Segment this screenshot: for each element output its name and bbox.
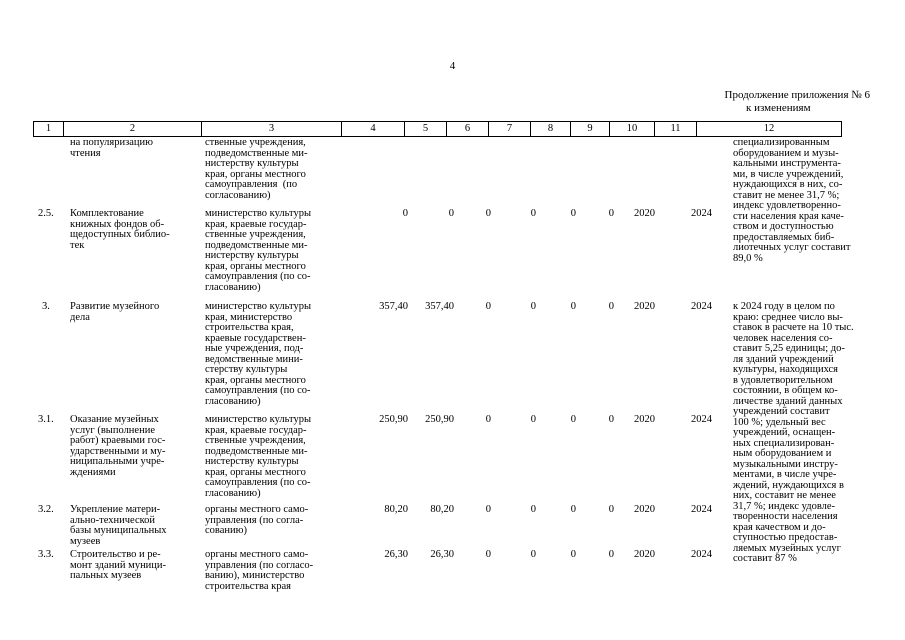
row-start-year: 2020 [634, 301, 655, 312]
row-executor: министерство культуры края, министерство строительства края, краевые государствен- ные учреждения, под- ведомственные мини- стерству культуры края, органы местного самоуправления (по со- гласованию) [205, 301, 312, 407]
row-executor: органы местного само- управления (по согласо- ванию), министерство строительства края [205, 549, 314, 592]
row-value-col4: 80,20 [384, 504, 408, 515]
row-value-col8: 0 [570, 414, 576, 425]
header-col-6: 6 [447, 122, 489, 137]
row-value-col9: 0 [608, 504, 614, 515]
row-value-col9: 0 [608, 414, 614, 425]
row-start-year: 2020 [634, 208, 655, 219]
header-col-7: 7 [489, 122, 531, 137]
row-value-col7: 0 [530, 301, 536, 312]
row-value-col6: 0 [485, 549, 491, 560]
row-name: Комплектование книжных фондов об- щедоступных библио- тек [70, 208, 170, 251]
header-col-2: 2 [64, 122, 202, 137]
header-col-3: 3 [202, 122, 342, 137]
fragment-result: специализированным оборудованием и музы- кальными инструмента- ми, в числе учреждений, нуждающихся в них, со- ставит не менее 31,7 %; [733, 137, 844, 201]
header-col-8: 8 [531, 122, 571, 137]
header-col-11: 11 [655, 122, 697, 137]
row-value-col6: 0 [485, 301, 491, 312]
header-col-9: 9 [571, 122, 610, 137]
row-end-year: 2024 [691, 301, 712, 312]
page-number: 4 [449, 60, 456, 72]
row-value-col9: 0 [608, 208, 614, 219]
row-number: 2.5. [38, 208, 54, 219]
row-value-col9: 0 [608, 301, 614, 312]
row-start-year: 2020 [634, 549, 655, 560]
row-start-year: 2020 [634, 414, 655, 425]
row-value-col4: 250,90 [379, 414, 408, 425]
header-col-10: 10 [610, 122, 655, 137]
row-end-year: 2024 [691, 208, 712, 219]
row-value-col5: 357,40 [425, 301, 454, 312]
continuation-line-2: к изменениям [746, 102, 811, 114]
header-col-4: 4 [342, 122, 405, 137]
header-row [34, 122, 842, 137]
row-value-col5: 250,90 [425, 414, 454, 425]
row-number: 3.3. [38, 549, 54, 560]
row-value-col6: 0 [485, 504, 491, 515]
row-name: Строительство и ре- монт зданий муници- пальных музеев [70, 549, 167, 581]
row-name: Оказание музейных услуг (выполнение работ) краевыми гос- ударственными и му- ниципальными учре- ждениями [70, 414, 166, 478]
row-value-col5: 0 [448, 208, 454, 219]
continuation-line-1: Продолжение приложения № 6 [724, 89, 870, 101]
row-value-col5: 26,30 [430, 549, 454, 560]
row-value-col7: 0 [530, 208, 536, 219]
row-number: 3.2. [38, 504, 54, 515]
row-end-year: 2024 [691, 414, 712, 425]
row-executor: министерство культуры края, краевые государ- ственные учреждения, подведомственные ми- нистерству культуры края, органы местного самоуправления (по со- гласованию) [205, 208, 312, 293]
fragment-executor: ственные учреждения, подведомственные ми- нистерству культуры края, органы местного самоуправления (по согласованию) [205, 137, 308, 201]
row-value-col4: 357,40 [379, 301, 408, 312]
row-end-year: 2024 [691, 504, 712, 515]
row-start-year: 2020 [634, 504, 655, 515]
row-result: к 2024 году в целом по краю: среднее число вы- ставок в расчете на 10 тыс. человек населения со- ставит 5,25 единицы; до- ля зданий учреждений культуры, находящихся в удовлетворительном состоянии, в общем ко- личестве зданий данных учреждений составит 100 %; удельный вес учреждений, оснащен- ных специализирован- ным оборудованием и музыкальными инстру- ментами, в числе учре- ждений, нуждающихся в них, составит не менее 31,7 %; индекс удовле- творенности населения края качеством и до- ступностью предостав- ляемых музейных услуг составит 87 % [733, 301, 854, 564]
fragment-name: на популяризацию чтения [70, 137, 154, 159]
row-value-col9: 0 [608, 549, 614, 560]
row-end-year: 2024 [691, 549, 712, 560]
header-row-table [33, 121, 842, 137]
row-value-col8: 0 [570, 504, 576, 515]
row-executor: министерство культуры края, краевые государ- ственные учреждения, подведомственные ми- нистерству культуры края, органы местного самоуправления (по со- гласованию) [205, 414, 312, 499]
row-value-col7: 0 [530, 549, 536, 560]
header-col-1: 1 [34, 122, 64, 137]
row-executor: органы местного само- управления (по согла- сованию) [205, 504, 309, 536]
row-value-col6: 0 [485, 208, 491, 219]
row-number: 3.1. [38, 414, 54, 425]
row-number: 3. [42, 301, 50, 312]
row-value-col8: 0 [570, 301, 576, 312]
row-name: Укрепление матери- ально-технической базы муниципальных музеев [70, 504, 167, 547]
row-value-col8: 0 [570, 208, 576, 219]
row-value-col6: 0 [485, 414, 491, 425]
row-name: Развитие музейного дела [70, 301, 160, 323]
row-value-col4: 0 [402, 208, 408, 219]
row-value-col5: 80,20 [430, 504, 454, 515]
header-col-5: 5 [405, 122, 447, 137]
row-value-col4: 26,30 [384, 549, 408, 560]
row-value-col7: 0 [530, 414, 536, 425]
row-value-col8: 0 [570, 549, 576, 560]
header-col-12: 12 [697, 122, 842, 137]
row-result: индекс удовлетворенно- сти населения края каче- ством и доступностью предоставляемых биб- лиотечных услуг составит 89,0 % [733, 200, 851, 264]
row-value-col7: 0 [530, 504, 536, 515]
